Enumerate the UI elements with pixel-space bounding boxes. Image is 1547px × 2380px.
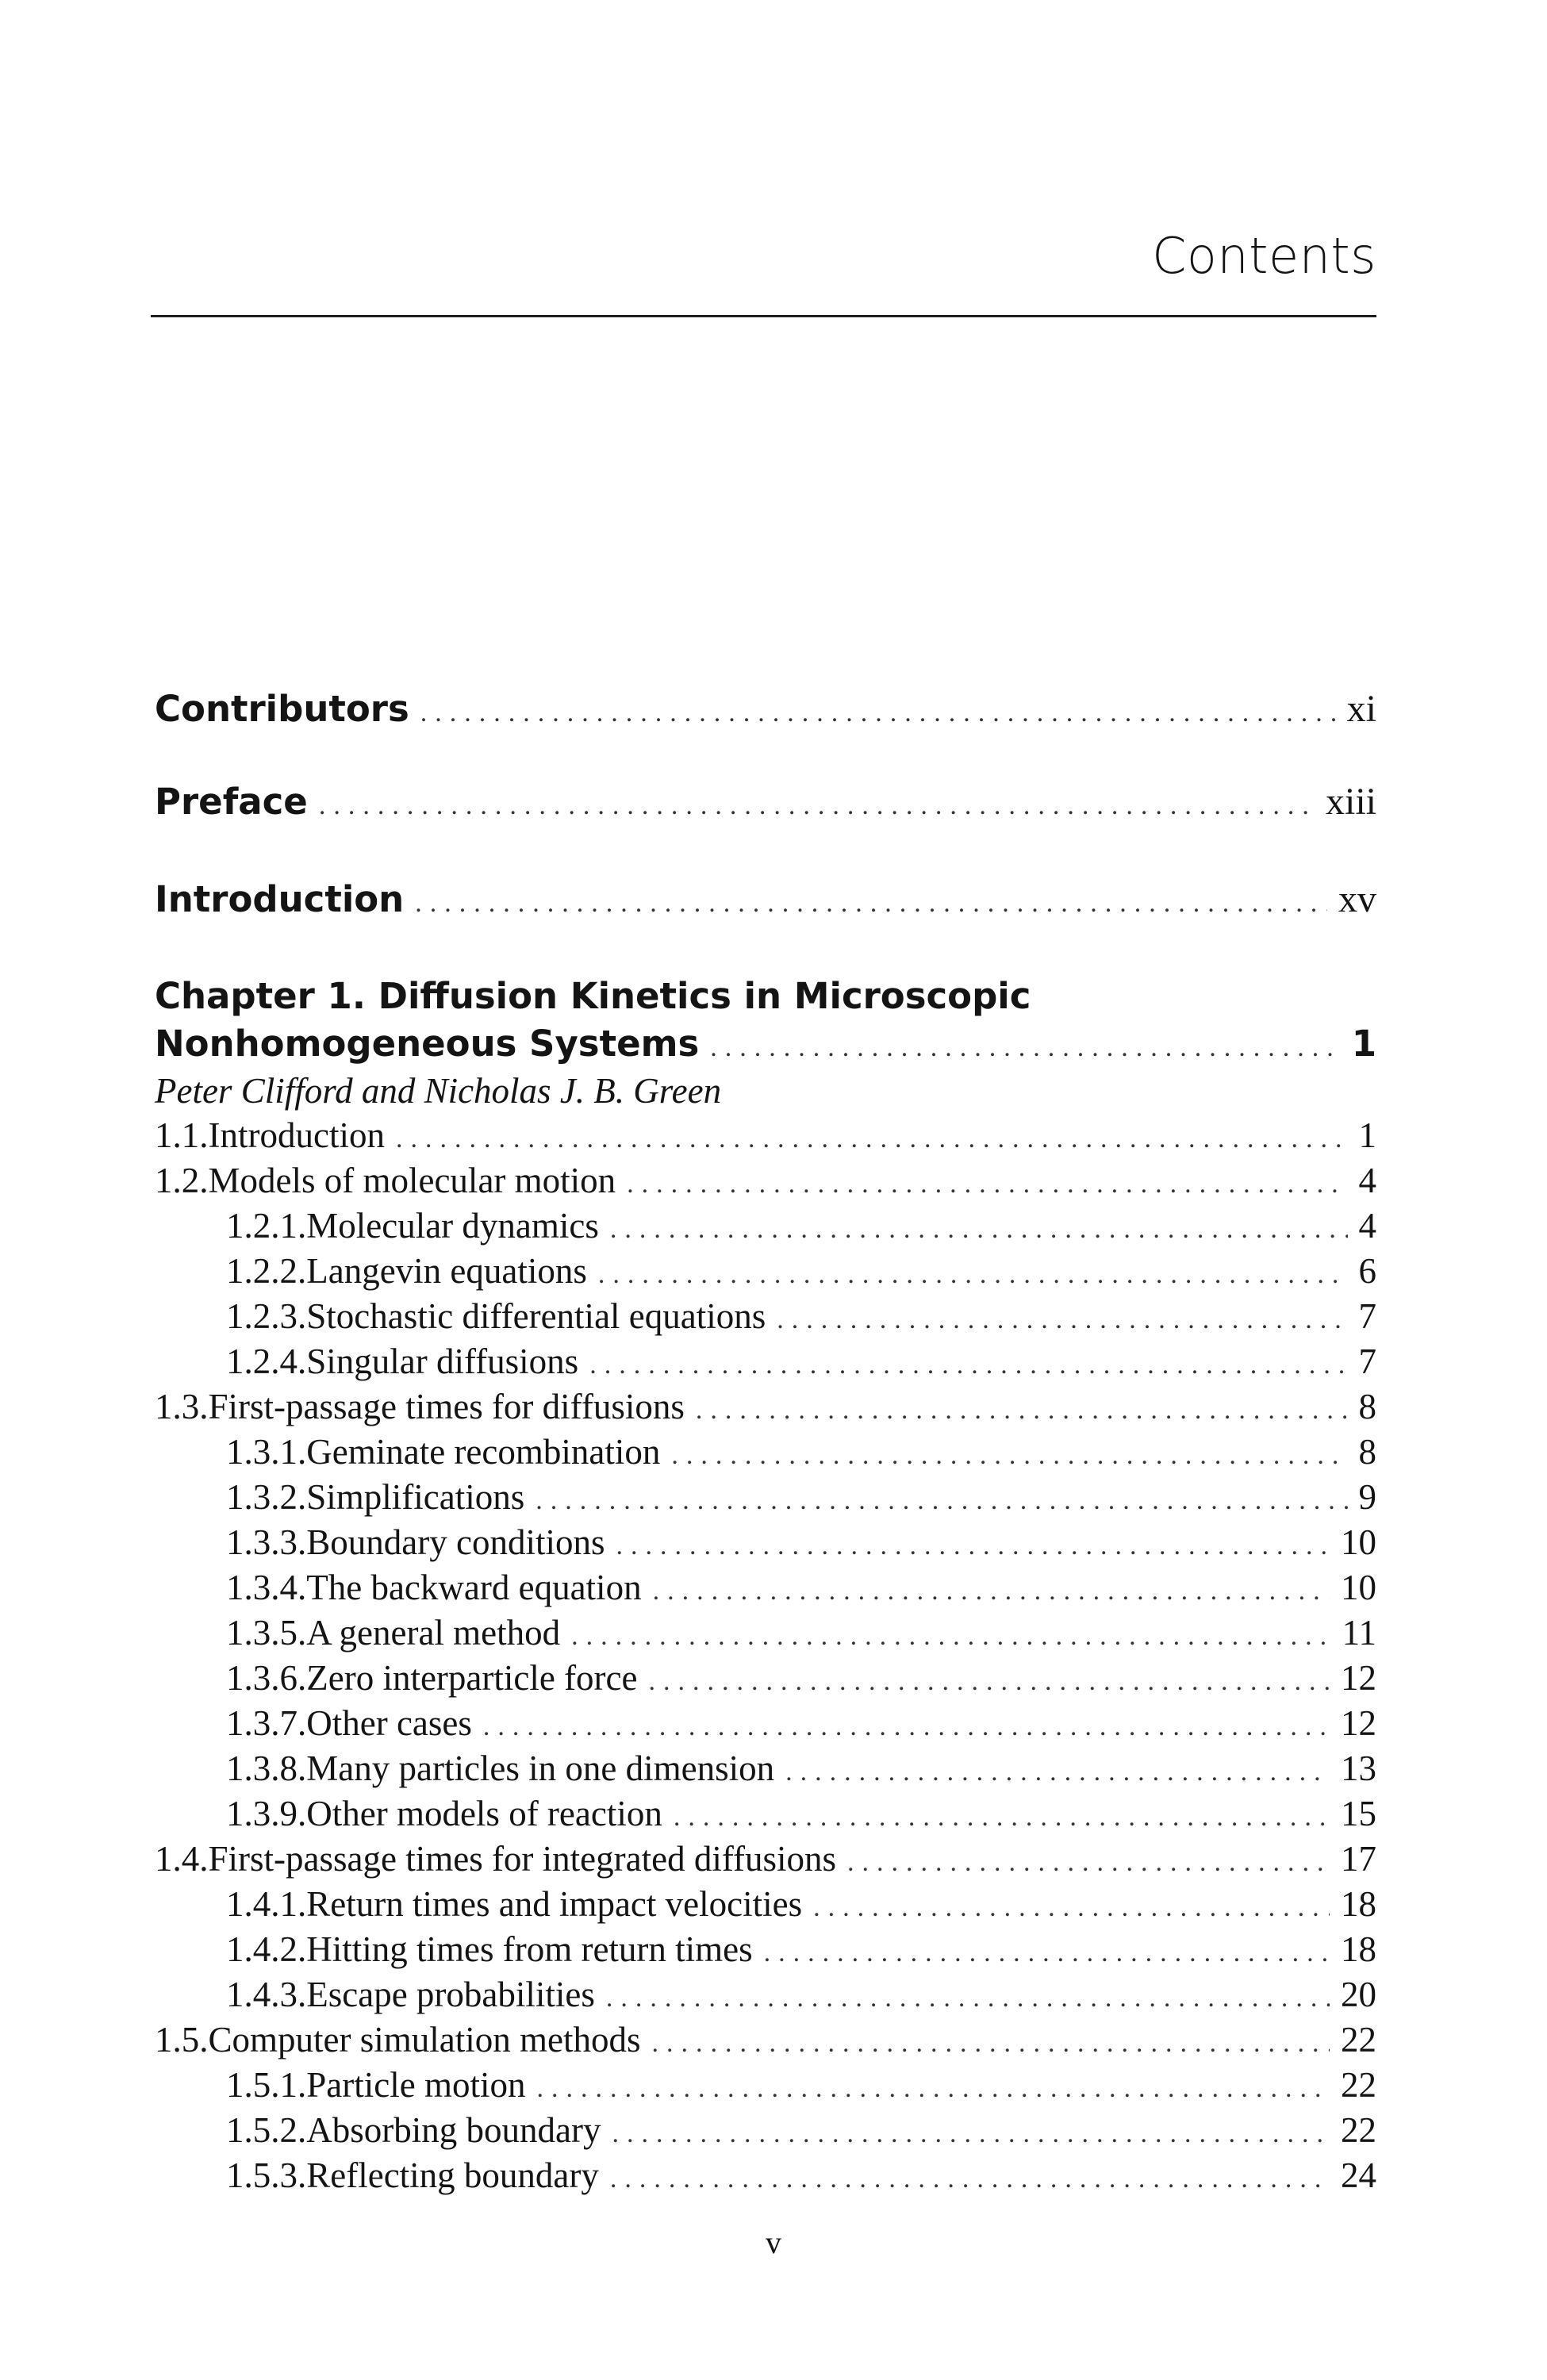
toc-entry-title: Reflecting boundary (306, 2155, 599, 2195)
toc-entry-introduction[interactable] (155, 877, 1376, 921)
toc-entry-title: Singular diffusions (306, 1342, 579, 1381)
toc-page-number: 22 (1341, 2065, 1376, 2105)
dot-leader (777, 1305, 1347, 1335)
toc-page-number: 1 (1358, 1115, 1376, 1155)
toc-entry-title: Contributors (155, 688, 409, 730)
section-number: 1.3. (155, 1387, 209, 1426)
toc-entry[interactable] (155, 1341, 1376, 1382)
chapter-title-line-1[interactable]: Chapter 1. Diffusion Kinetics in Microscopic (155, 975, 1031, 1017)
toc-entry-title: Escape probabilities (306, 1975, 595, 2014)
dot-leader (651, 2029, 1330, 2059)
section-number: 1.3.1. (226, 1432, 307, 1472)
toc-page-number: 10 (1341, 1568, 1376, 1607)
toc-entry[interactable] (155, 1748, 1376, 1789)
toc-entry[interactable] (155, 1160, 1376, 1201)
toc-entry-title: Other models of reaction (306, 1794, 662, 1833)
section-number: 1.3.2. (226, 1477, 307, 1517)
toc-entry-title: Stochastic differential equations (306, 1296, 766, 1336)
toc-entry[interactable] (155, 2064, 1376, 2106)
dot-leader (612, 2119, 1330, 2149)
dot-leader (671, 1441, 1347, 1471)
section-number: 1.5. (155, 2020, 209, 2059)
section-number: 1.3.4. (226, 1568, 307, 1607)
dot-leader (610, 2164, 1330, 2194)
toc-entry-title: Particle motion (306, 2065, 526, 2105)
dot-leader (616, 1531, 1330, 1561)
section-number: 1.3.7. (226, 1703, 307, 1743)
toc-entry-title: Introduction (155, 878, 405, 920)
dot-leader (627, 1169, 1347, 1200)
toc-entry-contributors[interactable] (155, 687, 1376, 731)
toc-page-number: 12 (1341, 1703, 1376, 1743)
chapter-authors: Peter Clifford and Nicholas J. B. Green (155, 1071, 722, 1111)
toc-page-number: 4 (1358, 1161, 1376, 1200)
toc-page-number: 4 (1358, 1206, 1376, 1246)
dot-leader (598, 1260, 1348, 1290)
toc-entry[interactable] (155, 1612, 1376, 1653)
toc-entry[interactable] (155, 1431, 1376, 1472)
section-number: 1.5.1. (226, 2065, 307, 2105)
dot-leader (785, 1757, 1330, 1787)
toc-page-number: 17 (1341, 1839, 1376, 1879)
toc-entry[interactable] (155, 1793, 1376, 1834)
section-number: 1.2.1. (226, 1206, 307, 1246)
toc-entry-title: First-passage times for diffusions (208, 1387, 685, 1426)
toc-entry[interactable] (155, 1250, 1376, 1292)
toc-entry[interactable] (155, 1296, 1376, 1337)
toc-entry[interactable] (155, 1974, 1376, 2015)
toc-entry-title: A general method (306, 1613, 561, 1653)
section-number: 1.3.3. (226, 1522, 307, 1562)
toc-entry[interactable] (155, 1883, 1376, 1925)
page-title: Contents (1152, 227, 1376, 285)
toc-entry[interactable] (155, 1115, 1376, 1156)
toc-entry-title: Langevin equations (306, 1251, 587, 1291)
dot-leader (606, 1983, 1330, 2013)
dot-leader (536, 2074, 1330, 2104)
section-number: 1.2. (155, 1161, 209, 1200)
toc-entry-title: Simplifications (306, 1477, 525, 1517)
chapter-title-line-2: Nonhomogeneous Systems (155, 1023, 700, 1065)
dot-leader (674, 1802, 1330, 1833)
section-number: 1.3.8. (226, 1749, 307, 1788)
toc-entry-title: Geminate recombination (306, 1432, 661, 1472)
dot-leader (610, 1215, 1348, 1245)
toc-entry-title: Preface (155, 781, 308, 823)
toc-page-number: 20 (1341, 1975, 1376, 2014)
toc-page-number: 22 (1341, 2020, 1376, 2059)
toc-entry-title: Zero interparticle force (306, 1658, 638, 1698)
page-folio: v (766, 2225, 781, 2260)
dot-leader (649, 1667, 1330, 1697)
section-number: 1.2.2. (226, 1251, 307, 1291)
dot-leader (420, 698, 1336, 728)
toc-entry-title: The backward equation (306, 1568, 642, 1607)
section-number: 1.2.3. (226, 1296, 307, 1336)
dot-leader (571, 1622, 1331, 1652)
section-number: 1.5.3. (226, 2155, 307, 2195)
toc-page-number: 10 (1341, 1522, 1376, 1562)
toc-entry[interactable] (155, 1522, 1376, 1563)
section-number: 1.3.6. (226, 1658, 307, 1698)
dot-leader (536, 1486, 1347, 1516)
toc-entry-title: Other cases (306, 1703, 472, 1743)
toc-entry[interactable] (155, 2109, 1376, 2151)
toc-entry-preface[interactable] (155, 780, 1376, 823)
toc-entry-title: Boundary conditions (306, 1522, 605, 1562)
toc-page-number: 12 (1341, 1658, 1376, 1698)
toc-entry[interactable] (155, 1657, 1376, 1699)
toc-page-number: 24 (1341, 2155, 1376, 2195)
toc-entry-title: Models of molecular motion (208, 1161, 616, 1200)
section-number: 1.4.2. (226, 1929, 307, 1969)
toc-page-number: 13 (1341, 1749, 1376, 1788)
toc-entry[interactable] (155, 1838, 1376, 1879)
toc-page-number: xv (1338, 878, 1376, 920)
section-number: 1.3.9. (226, 1794, 307, 1833)
dot-leader (653, 1576, 1330, 1606)
dot-leader (847, 1848, 1330, 1878)
dot-leader (396, 1124, 1348, 1154)
section-number: 1.2.4. (226, 1342, 307, 1381)
toc-entry-chapter-1[interactable] (155, 1023, 1376, 1065)
toc-entry[interactable] (155, 2019, 1376, 2060)
dot-leader (589, 1350, 1347, 1380)
toc-entry-title: Hitting times from return times (306, 1929, 753, 1969)
section-number: 1.4. (155, 1839, 209, 1879)
dot-leader (319, 791, 1315, 821)
toc-entry[interactable] (155, 1205, 1376, 1246)
toc-entry-title: First-passage times for integrated diffusions (208, 1839, 837, 1879)
toc-entry[interactable] (155, 1386, 1376, 1427)
dot-leader (483, 1712, 1330, 1742)
section-number: 1.5.2. (226, 2110, 307, 2150)
dot-leader (415, 889, 1327, 919)
toc-page-number: 18 (1341, 1884, 1376, 1924)
section-number: 1.1. (155, 1115, 209, 1155)
toc-entry[interactable] (155, 1567, 1376, 1608)
toc-entry[interactable] (155, 1702, 1376, 1744)
toc-entry[interactable] (155, 2155, 1376, 2196)
toc-page-number: 18 (1341, 1929, 1376, 1969)
toc-page-number: 6 (1358, 1251, 1376, 1291)
toc-entry-title: Many particles in one dimension (306, 1749, 775, 1788)
toc-page-number: 22 (1341, 2110, 1376, 2150)
dot-leader (764, 1938, 1330, 1968)
toc-page-number: 7 (1358, 1342, 1376, 1381)
toc-page-number: xiii (1325, 781, 1376, 823)
section-number: 1.3.5. (226, 1613, 307, 1653)
toc-page-number: 8 (1358, 1387, 1376, 1426)
toc-entry[interactable] (155, 1476, 1376, 1518)
toc-entry[interactable] (155, 1929, 1376, 1970)
dot-leader (813, 1893, 1330, 1923)
toc-entry-title: Computer simulation methods (208, 2020, 641, 2059)
toc-page-number: 9 (1358, 1477, 1376, 1517)
toc-entry-title: Return times and impact velocities (306, 1884, 803, 1924)
toc-page-number: 11 (1342, 1613, 1376, 1653)
dot-leader (696, 1395, 1348, 1426)
title-rule (151, 315, 1376, 317)
toc-entry-title: Molecular dynamics (306, 1206, 599, 1246)
toc-page-number: 7 (1358, 1296, 1376, 1336)
section-number: 1.4.1. (226, 1884, 307, 1924)
toc-entry-title: Absorbing boundary (306, 2110, 601, 2150)
toc-page-number: 8 (1358, 1432, 1376, 1472)
toc-page-number: xi (1346, 688, 1376, 730)
toc-entry-title: Introduction (208, 1115, 385, 1155)
toc-page-number: 1 (1351, 1023, 1376, 1065)
section-number: 1.4.3. (226, 1975, 307, 2014)
dot-leader (710, 1033, 1340, 1063)
toc-page-number: 15 (1341, 1794, 1376, 1833)
